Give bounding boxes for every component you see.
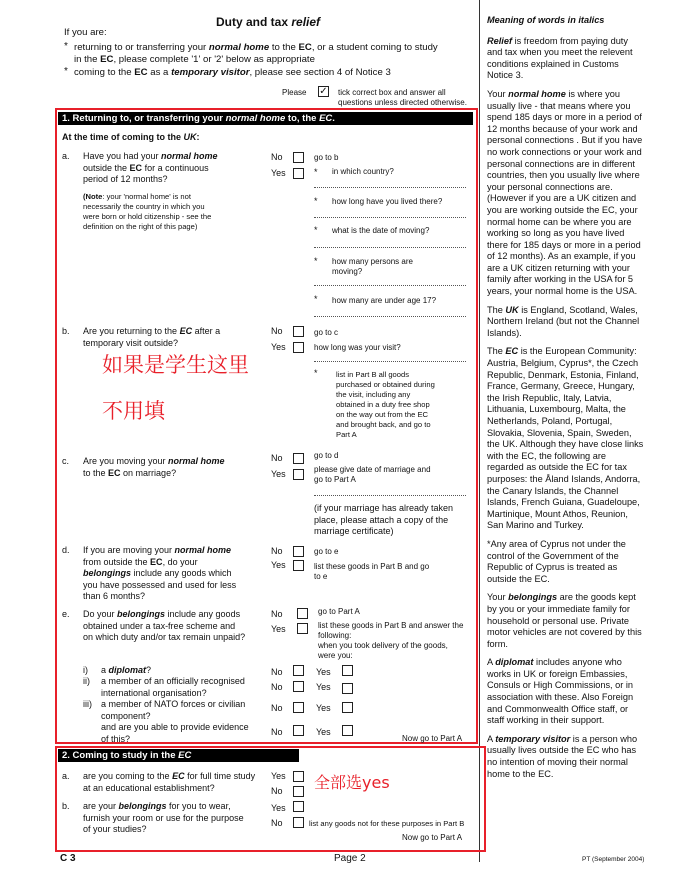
q1a-star-5: * <box>314 294 318 304</box>
q1e-iii-nato: a member of NATO forces or civilian component? <box>101 699 246 721</box>
q1a-under17-field[interactable] <box>314 316 466 317</box>
q1a-question: Have you had your normal home outside the EC for a continuous period of 12 months? <box>83 151 218 184</box>
q1a-country-label: in which country? <box>332 167 394 176</box>
q2a-letter: a. <box>62 771 70 781</box>
q1e-i-no-label: No <box>271 667 283 677</box>
q2b-list-instruction: list any goods not for these purposes in Part B <box>309 819 465 828</box>
q2b-no-checkbox[interactable] <box>293 817 304 828</box>
q1e-iv-no-label: No <box>271 727 283 737</box>
q1e-i-diplomat: a diplomat? <box>101 665 152 675</box>
section-1-intro: At the time of coming to the UK: <box>62 132 200 142</box>
q1a-star-3: * <box>314 225 318 235</box>
q1e-ii-yes-label: Yes <box>316 682 331 692</box>
q1e-ii-yes-checkbox[interactable] <box>342 683 353 694</box>
q1c-no-checkbox[interactable] <box>293 453 304 464</box>
q1e-iii-no-checkbox[interactable] <box>293 702 304 713</box>
q1a-star-2: * <box>314 196 318 206</box>
q1e-iv-yes-checkbox[interactable] <box>342 725 353 736</box>
intro-if-you-are: If you are: <box>64 27 107 38</box>
q1e-yes-checkbox[interactable] <box>297 623 308 634</box>
q2b-letter: b. <box>62 801 70 811</box>
q1a-duration-field[interactable] <box>314 217 466 218</box>
q1c-no-label: No <box>271 453 283 463</box>
q1c-yes-label: Yes <box>271 469 286 479</box>
q1a-persons-field[interactable] <box>314 285 466 286</box>
column-divider <box>479 0 480 862</box>
q1a-under17-label: how many are under age 17? <box>332 296 437 305</box>
bullet-2-marker: * <box>64 66 68 77</box>
section-1-header: 1. Returning to, or transferring your normal home to, the EC. <box>58 112 473 125</box>
q1a-yes-label: Yes <box>271 168 286 178</box>
q1e-ii-no-label: No <box>271 682 283 692</box>
q1a-date-label: what is the date of moving? <box>332 226 430 235</box>
q2a-question: are you coming to the EC for full time study at an educational establishment? <box>83 771 256 793</box>
q1a-note: (Note: your 'normal home' is not necessarily the country in which you were born or hold citizenship - see the definition on the right of this page) <box>83 192 212 231</box>
bullet-1: returning to or transferring your normal home to the EC, or a student coming to study in the EC, please complete '1' or '2' below as appropriate <box>74 42 438 65</box>
q1e-question: Do your belongings include any goods obtained under a tax-free scheme and on which duty and/or tax remain unpaid? <box>83 609 246 642</box>
tick-instruction: tick correct box and answer all questions unless directed otherwise. <box>338 88 467 107</box>
definition-normal-home: Your normal home is where you usually live - that means where you spend 185 days or more in a period of 12 months because of your work and personal connections . But if you have no work connections or your work and personal connections are in different countries, then you usually live where your personal connections are. (However if you are a UK citizen and you are working outside the EC, your normal home can be where you are working so long as you have lived there for 185 days or more in a period of 12 months). As an example, if you are a UK citizen returning with your family after working in the USA for 5 years, your normal home is the USA. <box>487 88 643 297</box>
q1e-ii-number: ii) <box>83 676 90 686</box>
q1a-letter: a. <box>62 151 70 161</box>
q1e-letter: e. <box>62 609 70 619</box>
definition-temporary-visitor: A temporary visitor is a person who usually lives outside the EC who has no intention of moving their normal home to the EC. <box>487 733 638 779</box>
definition-ec: The EC is the European Community: Austria, Belgium, Cyprus*, the Czech Republic, Denmark, Estonia, Finland, France, Germany, Greece, Hungary, the Irish Republic, Italy, Latvia, Lithuania, Luxembourg, Malta, the Netherlands, Poland, Portugal, Slovakia, Slovenia, Spain, Sweden, the UK. Although they have close links with the EC, the following are regarded as outside the EC for tax purposes: the Åland Islands, Andorra, the Canary Islands, the Channel Islands, French Guiana, Guadeloupe, Martinique, Mount Athos, Reunion, San Marino and Turkey. <box>487 346 644 531</box>
definition-uk: The UK is England, Scotland, Wales, Northern Ireland (but not the Channel Islands). <box>487 304 640 338</box>
q1c-question: Are you moving your normal home to the EC on marriage? <box>83 456 225 478</box>
q1c-goto: go to d <box>314 451 339 460</box>
q1e-i-no-checkbox[interactable] <box>293 665 304 676</box>
q1b-star: * <box>314 368 318 378</box>
tick-example-box: ✓ <box>319 86 328 97</box>
q1e-list-instruction: list these goods in Part B and answer the following: when you took delivery of the goods, were you: <box>318 621 464 660</box>
q1b-letter: b. <box>62 326 70 336</box>
please-label: Please <box>282 88 307 97</box>
q1e-ii-organisation: a member of an officially recognised international organisation? <box>101 676 245 698</box>
q1d-no-label: No <box>271 546 283 556</box>
q1c-date-instruction: please give date of marriage and go to Part A <box>314 465 431 484</box>
section-2-header: 2. Coming to study in the EC <box>58 749 299 762</box>
q1b-yes-checkbox[interactable] <box>293 342 304 353</box>
q1e-evidence: and are you able to provide evidence of this? <box>101 722 249 744</box>
q1e-i-yes-label: Yes <box>316 667 331 677</box>
q1d-yes-checkbox[interactable] <box>293 560 304 571</box>
student-skip-annotation: 如果是学生这里 不用填 <box>102 353 249 423</box>
q2b-question: are your belongings for you to wear, furnish your room or use for the purpose of your studies? <box>83 801 244 834</box>
q1e-iv-no-checkbox[interactable] <box>293 725 304 736</box>
q1b-no-checkbox[interactable] <box>293 326 304 337</box>
q2b-yes-label: Yes <box>271 803 286 813</box>
q1a-date-field[interactable] <box>314 247 466 248</box>
q1e-no-label: No <box>271 609 283 619</box>
q1e-ii-no-checkbox[interactable] <box>293 681 304 692</box>
q1d-no-checkbox[interactable] <box>293 546 304 557</box>
q1e-yes-label: Yes <box>271 624 286 634</box>
q1a-yes-checkbox[interactable] <box>293 168 304 179</box>
q1e-iii-yes-checkbox[interactable] <box>342 702 353 713</box>
footer-form-ref: PT (September 2004) <box>582 856 645 863</box>
q1a-star-1: * <box>314 167 318 177</box>
q1e-i-number: i) <box>83 665 88 675</box>
q1b-duration-field[interactable] <box>314 361 466 362</box>
q1c-letter: c. <box>62 456 70 466</box>
q1d-letter: d. <box>62 545 70 555</box>
q2a-no-label: No <box>271 786 283 796</box>
q2a-no-checkbox[interactable] <box>293 786 304 797</box>
q1a-star-4: * <box>314 256 318 266</box>
q2b-no-label: No <box>271 818 283 828</box>
q2a-yes-checkbox[interactable] <box>293 771 304 782</box>
q1a-no-label: No <box>271 152 283 162</box>
bullet-1-marker: * <box>64 41 68 52</box>
q1a-goto: go to b <box>314 153 339 162</box>
q1d-list-instruction: list these goods in Part B and go to e <box>314 562 430 581</box>
footer-page-number: Page 2 <box>334 853 366 864</box>
q1b-question: Are you returning to the EC after a temporary visit outside? <box>83 326 221 348</box>
q1e-i-yes-checkbox[interactable] <box>342 665 353 676</box>
q1b-no-label: No <box>271 326 283 336</box>
q2a-yes-label: Yes <box>271 771 286 781</box>
definition-diplomat: A diplomat includes anyone who works in UK or foreign Embassies, Consuls or High Commissions, or in association with these. Also Foreign and Commonwealth Office staff, or staff working in their support. <box>487 657 634 726</box>
definition-relief: Relief is freedom from paying duty and tax when you meet the relevent conditions explained in Customs Notice 3. <box>487 35 633 81</box>
q1a-duration-label: how long have you lived there? <box>332 197 443 206</box>
q1d-goto: go to e <box>314 547 339 556</box>
q1e-no-checkbox[interactable] <box>297 608 308 619</box>
q1a-no-checkbox[interactable] <box>293 152 304 163</box>
page-title: Duty and tax relief <box>216 15 321 29</box>
q1a-persons-label: how many persons are moving? <box>332 257 413 276</box>
sidebar-heading: Meaning of words in italics <box>487 15 605 25</box>
q1b-list-instruction: list in Part B all goods purchased or obtained during the visit, including any obtained in a duty free shop on the way out from the EC and brought back, and go to Part A <box>336 370 435 439</box>
definition-cyprus-note: *Any area of Cyprus not under the control of the Government of the Republic of Cyprus is treated as outside the EC. <box>487 538 626 584</box>
q1e-iv-yes-label: Yes <box>316 727 331 737</box>
select-all-yes-annotation: 全部选yes <box>314 773 390 792</box>
q1b-yes-label: Yes <box>271 342 286 352</box>
q1c-date-field[interactable] <box>314 495 466 496</box>
q1c-yes-checkbox[interactable] <box>293 469 304 480</box>
q2b-yes-checkbox[interactable] <box>293 801 304 812</box>
q1e-goto: go to Part A <box>318 607 360 616</box>
q1d-question: If you are moving your normal home from outside the EC, do your belongings include any goods which you have possessed and used for less than 6 months? <box>83 545 237 601</box>
footer-code: C 3 <box>60 853 76 864</box>
q1e-iii-no-label: No <box>271 703 283 713</box>
q1a-country-field[interactable] <box>314 187 466 188</box>
q1b-duration-label: how long was your visit? <box>314 343 401 352</box>
q1e-now-go-part-a: Now go to Part A <box>402 734 463 743</box>
q1c-certificate-note: (if your marriage has already taken place, please attach a copy of the marriage certificate) <box>314 503 454 536</box>
q2b-now-go-part-a: Now go to Part A <box>402 833 463 842</box>
q1e-iii-yes-label: Yes <box>316 703 331 713</box>
definitions-sidebar <box>487 15 645 787</box>
bullet-2: coming to the EC as a temporary visitor, please see section 4 of Notice 3 <box>74 67 391 78</box>
q1e-iii-number: iii) <box>83 699 92 709</box>
q1d-yes-label: Yes <box>271 560 286 570</box>
q1b-goto: go to c <box>314 328 339 337</box>
definition-belongings: Your belongings are the goods kept by you or your immediate family for household or personal use. Private motor vehicles are not covered by this form. <box>487 592 642 649</box>
